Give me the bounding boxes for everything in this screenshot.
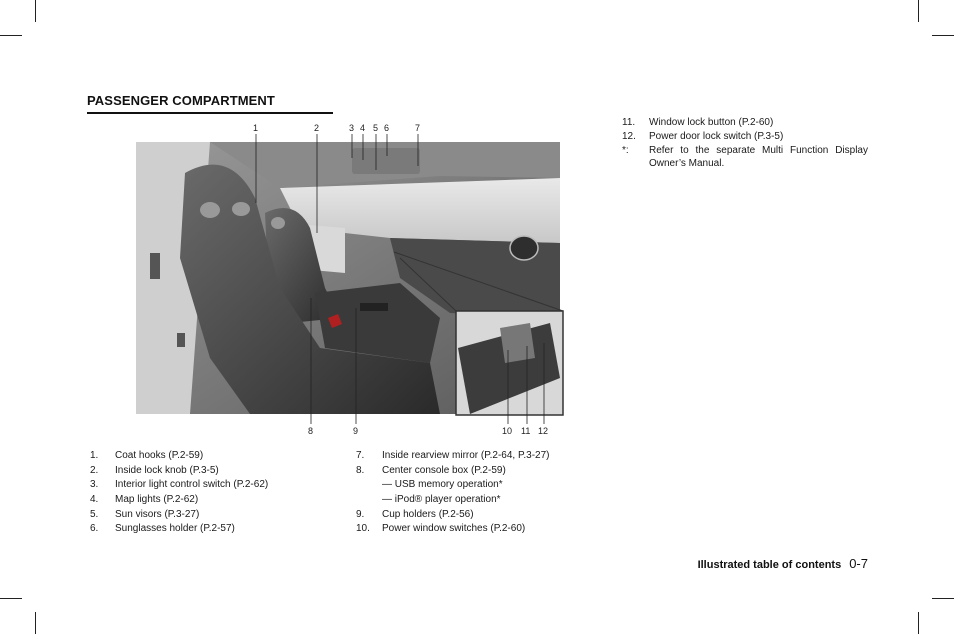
list-item: [90, 449, 340, 464]
item-number: 8.: [356, 464, 365, 476]
section-title: PASSENGER COMPARTMENT: [87, 93, 275, 108]
list-item: [90, 522, 340, 537]
callout-4: 4: [360, 123, 366, 133]
item-number: 5.: [90, 508, 99, 520]
footer-section-label: Illustrated table of contents: [697, 559, 842, 571]
callout-1: 1: [253, 123, 259, 133]
footnote-marker: *:: [622, 144, 629, 156]
item-text: Center console box (P.2-59): [382, 464, 506, 476]
item-text: — USB memory operation*: [382, 479, 503, 491]
crop-mark: [918, 0, 919, 22]
item-text: Inside lock knob (P.3-5): [115, 464, 219, 476]
crop-mark: [932, 35, 954, 36]
page-number: 0-7: [849, 556, 868, 571]
footnote: [622, 144, 868, 172]
list-subitem: [356, 478, 606, 493]
item-text: Power window switches (P.2-60): [382, 523, 526, 535]
item-list-right: [622, 116, 868, 171]
item-text: Inside rearview mirror (P.2-64, P.3-27): [382, 450, 550, 461]
item-text: Power door lock switch (P.3-5): [649, 130, 784, 142]
list-item: [90, 508, 340, 523]
list-item: [622, 130, 868, 144]
crop-mark: [0, 35, 22, 36]
item-number: 12.: [622, 130, 636, 142]
item-number: 9.: [356, 508, 365, 520]
item-text: — iPod® player operation*: [382, 494, 501, 506]
list-item: [356, 464, 606, 479]
item-number: 7.: [356, 450, 365, 461]
callout-7: 7: [415, 123, 421, 133]
item-number: 2.: [90, 464, 99, 476]
item-text: Window lock button (P.2-60): [649, 117, 774, 128]
list-item: [356, 508, 606, 523]
list-item: [356, 449, 606, 464]
callout-2: 2: [314, 123, 320, 133]
item-number: 1.: [90, 450, 99, 461]
item-text: Interior light control switch (P.2-62): [115, 479, 269, 491]
item-number: 4.: [90, 494, 99, 506]
item-text: Sunglasses holder (P.2-57): [115, 523, 235, 535]
item-number: 3.: [90, 479, 99, 491]
callout-10: 10: [502, 426, 513, 436]
interior-illustration: [90, 118, 585, 440]
callout-6: 6: [384, 123, 390, 133]
callout-11: 11: [521, 426, 531, 436]
item-number: 6.: [90, 523, 99, 535]
list-item: [90, 464, 340, 479]
item-text: Map lights (P.2-62): [115, 494, 199, 506]
list-item: [90, 493, 340, 508]
item-text: Cup holders (P.2-56): [382, 508, 474, 520]
page-footer: [698, 556, 868, 571]
item-number: 10.: [356, 523, 370, 535]
item-text: Coat hooks (P.2-59): [115, 450, 204, 461]
callout-8: 8: [308, 426, 314, 436]
item-list-middle: [356, 449, 606, 537]
crop-mark: [0, 598, 22, 599]
callout-9: 9: [353, 426, 359, 436]
list-item: [90, 478, 340, 493]
callout-12: 12: [538, 426, 549, 436]
callout-5: 5: [373, 123, 379, 133]
crop-mark: [35, 0, 36, 22]
crop-mark: [918, 612, 919, 634]
footnote-text: Refer to the separate Multi Function Display Owner’s Manual.: [649, 144, 868, 170]
title-rule: [87, 112, 333, 114]
list-subitem: [356, 493, 606, 508]
crop-mark: [932, 598, 954, 599]
item-list-left: [90, 449, 340, 537]
callout-3: 3: [349, 123, 355, 133]
list-item: [622, 116, 868, 130]
crop-mark: [35, 612, 36, 634]
item-number: 11.: [622, 117, 636, 128]
item-text: Sun visors (P.3-27): [115, 508, 200, 520]
list-item: [356, 522, 606, 537]
